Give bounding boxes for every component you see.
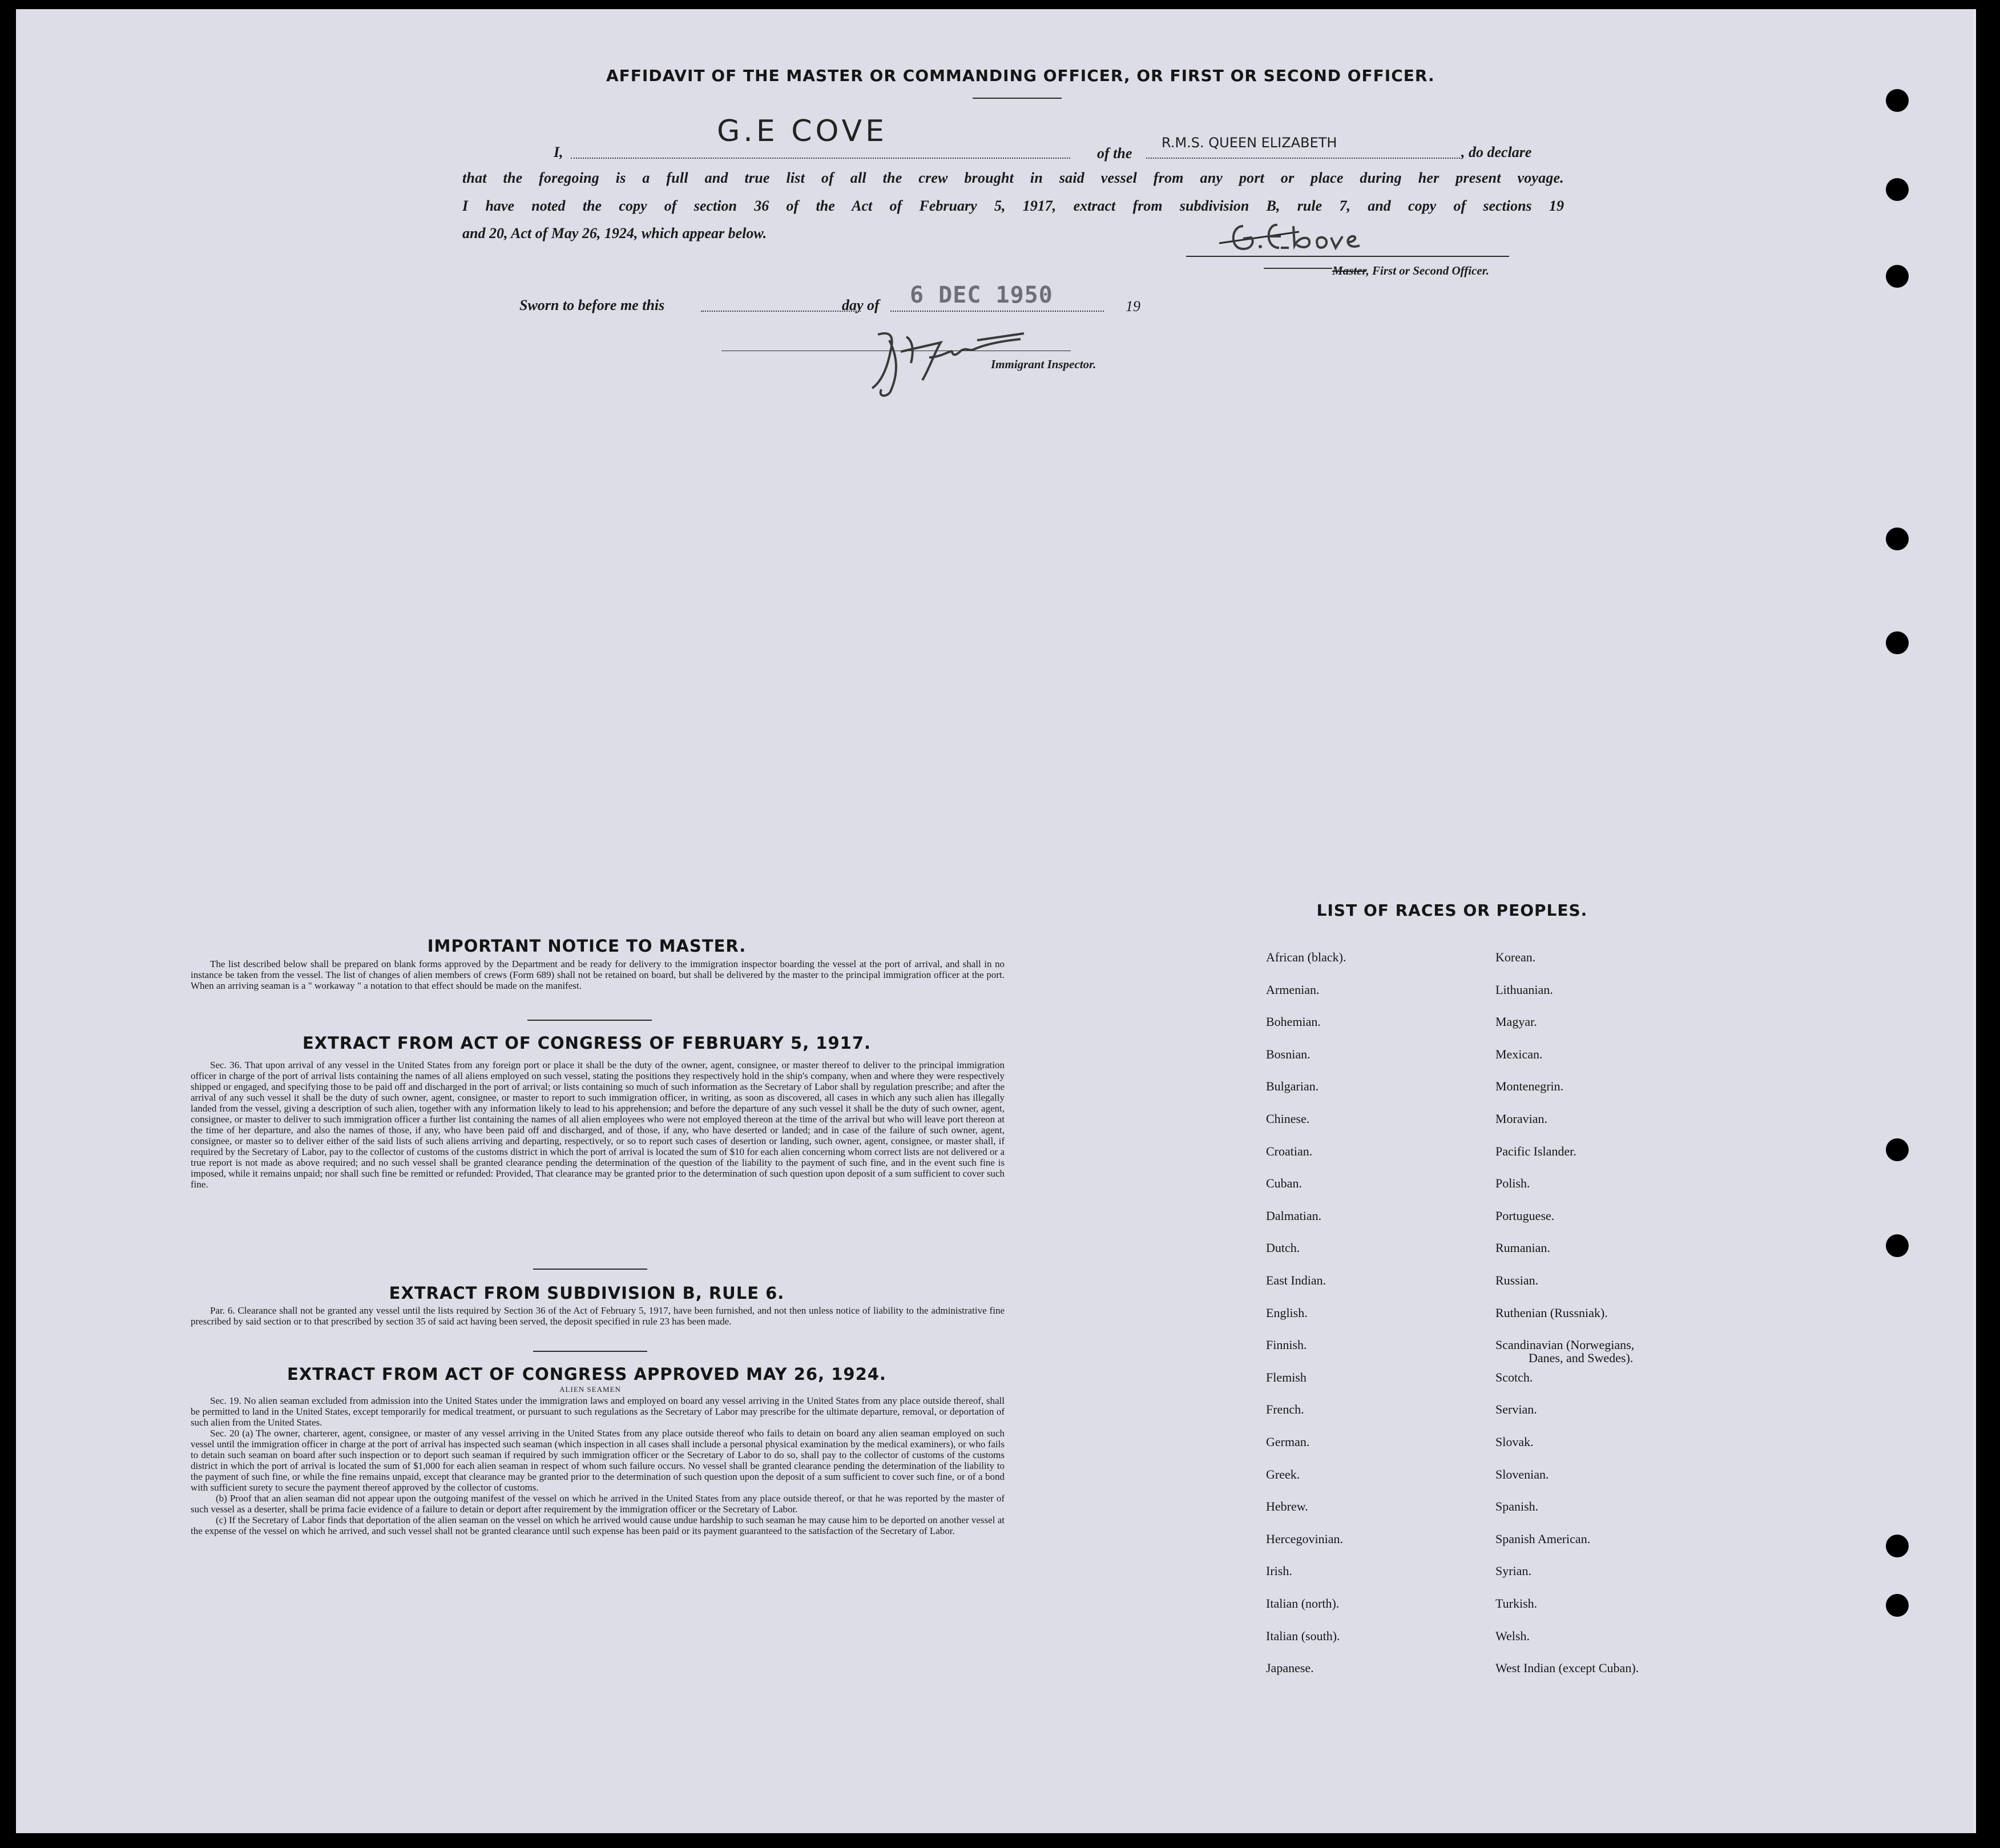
race-item: Scandinavian (Norwegians, — [1495, 1338, 1635, 1352]
race-item: Bohemian. — [1266, 1014, 1321, 1029]
race-item: Croatian. — [1266, 1144, 1313, 1158]
manifest-sheet — [16, 9, 1976, 1833]
race-item: Hercegovinian. — [1266, 1532, 1343, 1546]
race-item: Cuban. — [1266, 1176, 1302, 1190]
sworn-day-line — [701, 311, 861, 312]
race-item: Bosnian. — [1266, 1047, 1311, 1061]
name-fill-line — [571, 158, 1070, 159]
race-item: Servian. — [1495, 1402, 1537, 1416]
struck-line — [1264, 268, 1332, 269]
race-item: Pacific Islander. — [1495, 1144, 1576, 1158]
race-item: Polish. — [1495, 1176, 1530, 1190]
extract-1924-heading: EXTRACT FROM ACT OF CONGRESS APPROVED MAY 26, 1924. — [287, 1364, 886, 1384]
sworn-month-line — [890, 311, 1104, 312]
race-item: Japanese. — [1266, 1661, 1314, 1675]
race-item: German. — [1266, 1435, 1310, 1449]
race-item: Irish. — [1266, 1564, 1292, 1578]
binder-hole — [1886, 89, 1909, 112]
race-item: Rumanian. — [1495, 1241, 1550, 1255]
race-item: Ruthenian (Russniak). — [1495, 1306, 1608, 1320]
race-item: Mexican. — [1495, 1047, 1543, 1061]
notice-divider — [527, 1020, 652, 1021]
race-item: English. — [1266, 1306, 1308, 1320]
race-item: Lithuanian. — [1495, 983, 1553, 997]
binder-hole — [1886, 631, 1909, 654]
race-item: Welsh. — [1495, 1629, 1530, 1643]
affidavit-body-line-1: that the foregoing is a full and true list of all the crew brought in said vessel from any port or place during her present voyage. — [462, 170, 1564, 186]
affidavit-body-line-3: and 20, Act of May 26, 1924, which appear below. — [462, 225, 767, 241]
races-heading: LIST OF RACES OR PEOPLES. — [1316, 901, 1588, 920]
binder-hole — [1886, 528, 1909, 550]
binder-hole — [1886, 265, 1909, 288]
officer-caption-rest: , First or Second Officer. — [1366, 264, 1489, 277]
sec-20c: (c) If the Secretary of Labor finds that deportation of the alien seaman on the vessel on which he arrived would cause undue hardship to such seaman he may cause him to be deported on another vessel at the expense of the vessel on which he arrived, and such vessel shall not be granted clearance until such expense has been paid or its payment guaranteed to the satisfaction of the Secretary of Labor. — [191, 1515, 1005, 1536]
date-stamp: 6 DEC 1950 — [910, 282, 1053, 308]
signature-line — [1186, 256, 1509, 257]
sec-20a: Sec. 20 (a) The owner, charterer, agent, consignee, or master of any vessel arriving in the United States from any place outside thereof who fails to detain on board any alien seaman employed on such vessel until the immigration officer in charge at the port of arrival has inspected such seaman (which inspection in all cases shall include a personal physical examination by the medical examiners), or who fails to detain such seaman on board after such inspection or to deport such seaman if required by such immigration officer or the Secretary of Labor to do so, shall pay to the collector of customs of the customs district in which the port of arrival is located the sum of $1,000 for each alien seaman in respect of whom such failure occurs. No vessel shall be granted clearance pending the determination of the liability to the payment of such fine, or while the fine remains unpaid, except that clearance may be granted prior to the determination of such question upon the deposit of a sum sufficient to cover such fine, or of a bond with sufficient surety to secure the payment thereof approved by the collector of customs. — [191, 1428, 1005, 1493]
race-item: Slovak. — [1495, 1435, 1534, 1449]
race-item: West Indian (except Cuban). — [1495, 1661, 1639, 1675]
sworn-label: Sworn to before me this — [519, 297, 665, 313]
svg-text:G.E.Cove: G.E.Cove — [1248, 261, 1250, 262]
day-of-label: day of — [842, 297, 880, 313]
year-prefix: 19 — [1126, 298, 1140, 315]
alien-seamen-subheading: ALIEN SEAMEN — [559, 1385, 621, 1394]
race-item: Bulgarian. — [1266, 1079, 1319, 1093]
heading-divider — [973, 98, 1062, 99]
notice-heading: IMPORTANT NOTICE TO MASTER. — [427, 936, 747, 956]
extract-1917-text: Sec. 36. That upon arrival of any vessel in the United States from any foreign port or place it shall be the duty of the owner, agent, consignee, or master thereof to deliver to the principal immigration officer in charge of the port of arrival lists containing the names of all aliens employed on such vessel, stating the positions they respectively hold in the ship's company, when and where they were respectively shipped or engaged, and specifying those to be paid off and discharged in the port of arrival; or lists containing so much of such information as the Secretary of Labor shall by regulation prescribe; and after the arrival of any such vessel it shall be the duty of such owner, agent, consignee, or master to report to such immigration officer, in writing, as soon as discovered, all cases in which any such alien has illegally landed from the vessel, giving a description of such alien, together with any information likely to lead to his apprehension; and before the departure of any such vessel it shall be the duty of such owner, agent, consignee, or master to deliver to such immigration officer a further list containing the names of all alien employees who were not employed thereon at the time of the arrival but who will leave port thereon at the time of her departure, and also the names of those, if any, who have been paid off and discharged, and of those, if any, who have deserted or landed; and in case of the failure of such owner, agent, consignee, or master so to deliver either of the said lists of such aliens arriving and departing, respectively, or so to report such cases of desertion or landing, such owner, agent, consignee, or master shall, if required by the Secretary of Labor, pay to the collector of customs of the customs district in which the port of arrival is located the sum of $10 for each alien concerning whom correct lists are not delivered or a true report is not made as above required; and no such vessel shall be granted clearance pending the determination of the question of the liability to the payment of such fine, and in the event such fine is imposed, while it remains unpaid; nor shall such fine be remitted or refunded: Provided, That clearance may be granted prior to the determination of such question upon deposit of a sum sufficient to cover such fine. — [191, 1060, 1005, 1190]
race-item: Italian (north). — [1266, 1596, 1340, 1611]
race-item: Greek. — [1266, 1467, 1300, 1481]
sec-19: Sec. 19. No alien seaman excluded from admission into the United States under the immigration laws and employed on board any vessel arriving in the United States from any place outside thereof, shall be permitted to land in the United States, except temporarily for medical treatment, or pursuant to such regulations as the Secretary of Labor may prescribe for the ultimate departure, removal, or deportation of such alien from the United States. — [191, 1395, 1005, 1428]
race-item: Spanish American. — [1495, 1532, 1591, 1546]
race-item: East Indian. — [1266, 1273, 1326, 1287]
binder-hole — [1886, 1594, 1909, 1617]
master-signature — [1213, 209, 1453, 263]
race-item: African (black). — [1266, 950, 1346, 964]
race-item: Moravian. — [1495, 1112, 1548, 1126]
extract-1917-heading: EXTRACT FROM ACT OF CONGRESS OF FEBRUARY 5, 1917. — [302, 1033, 872, 1053]
affidavit-of-the: of the — [1097, 145, 1132, 162]
binder-hole — [1886, 1535, 1909, 1557]
race-item: Portuguese. — [1495, 1209, 1555, 1223]
race-item: Armenian. — [1266, 983, 1320, 997]
extract-rule6-text: Par. 6. Clearance shall not be granted any vessel until the lists required by Section 36 of the Act of February 5, 1917, have been furnished, and not then unless notice of liability to the administrative fine prescribed by said section or to that prescribed by section 35 of said act having been served, the deposit specified in rule 23 has been made. — [191, 1305, 1005, 1327]
race-item: Turkish. — [1495, 1596, 1538, 1611]
sec-20b: (b) Proof that an alien seaman did not appear upon the outgoing manifest of the vessel on which he arrived in the United States from any place outside thereof, or that he was reported by the master of such vessel as a deserter, shall be prima facie evidence of a failure to detain or deport after requirement by the immigration officer or the Secretary of Labor. — [191, 1493, 1005, 1515]
extract-rule6-divider — [533, 1351, 647, 1352]
extract-1917-divider — [533, 1269, 647, 1270]
officer-caption — [1264, 264, 1489, 278]
race-item: Dutch. — [1266, 1241, 1300, 1255]
affidavit-body-line-2: I have noted the copy of section 36 of the Act of February 5, 1917, extract from subdivision B, rule 7, and copy of sections 19 — [462, 198, 1564, 214]
vessel-name: R.M.S. QUEEN ELIZABETH — [1162, 135, 1337, 151]
race-scandinavian-continued: Danes, and Swedes). — [1529, 1351, 1634, 1365]
inspector-caption: Immigrant Inspector. — [991, 357, 1096, 371]
binder-hole — [1886, 1138, 1909, 1161]
vessel-fill-line — [1146, 158, 1460, 159]
race-item: Finnish. — [1266, 1338, 1307, 1352]
affidavit-i-prefix: I, — [554, 144, 563, 160]
race-item: Dalmatian. — [1266, 1209, 1322, 1223]
race-item: Montenegrin. — [1495, 1079, 1564, 1093]
race-item: Korean. — [1495, 950, 1536, 964]
race-item: Slovenian. — [1495, 1467, 1549, 1481]
race-item: Hebrew. — [1266, 1499, 1308, 1513]
race-item: Magyar. — [1495, 1014, 1537, 1029]
race-item: Russian. — [1495, 1273, 1539, 1287]
race-item: Flemish — [1266, 1370, 1307, 1384]
race-item: French. — [1266, 1402, 1304, 1416]
binder-hole — [1886, 1234, 1909, 1257]
officer-caption-struck: Master — [1332, 264, 1366, 277]
binder-hole — [1886, 178, 1909, 201]
notice-text: The list described below shall be prepared on blank forms approved by the Department and be ready for delivery to the immigration inspector boarding the vessel at the port of arrival, and shall in no instance be taken from the vessel. The list of changes of alien members of crews (Form 689) shall not be retained on board, but shall be delivered by the master to the principal immigration officer at the port. When an arriving seaman is a " workaway " a notation to that effect should be made on the manifest. — [191, 959, 1005, 991]
extract-rule6-heading: EXTRACT FROM SUBDIVISION B, RULE 6. — [389, 1283, 785, 1303]
race-item: Scotch. — [1495, 1370, 1533, 1384]
race-item: Italian (south). — [1266, 1629, 1340, 1643]
race-item: Spanish. — [1495, 1499, 1539, 1513]
affidavit-heading: AFFIDAVIT OF THE MASTER OR COMMANDING OFFICER, OR FIRST OR SECOND OFFICER. — [606, 66, 1435, 85]
affidavit-do-declare: , do declare — [1461, 144, 1532, 160]
extract-1924-text — [191, 1395, 1005, 1536]
master-name-handwritten: G.E COVE — [717, 114, 888, 148]
race-item: Chinese. — [1266, 1112, 1310, 1126]
race-item: Syrian. — [1495, 1564, 1531, 1578]
